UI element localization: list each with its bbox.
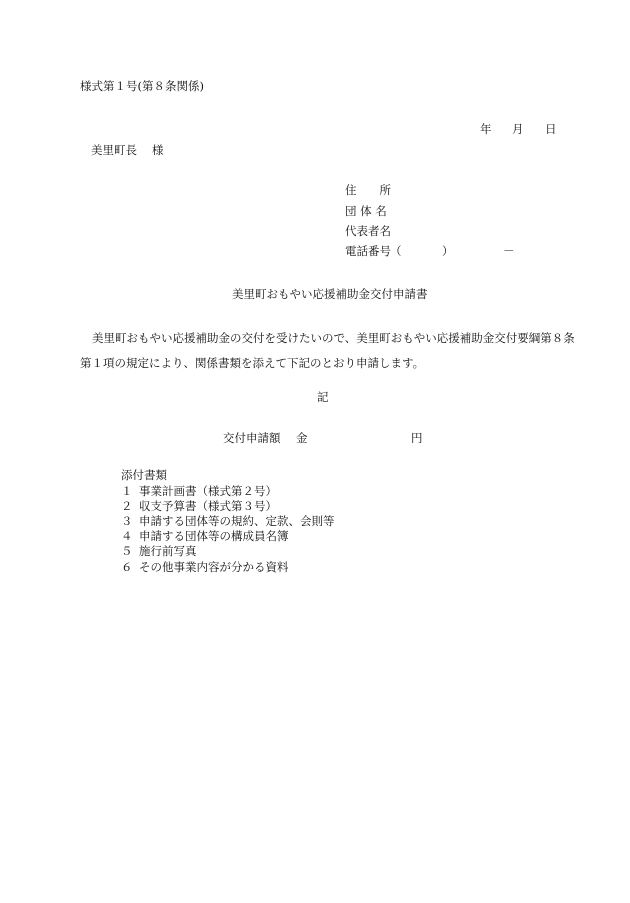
form-label: 様式第１号(第８条関係) [80, 79, 204, 93]
attachment-text: 施行前写真 [139, 544, 197, 558]
phone-open-paren: （ [390, 244, 402, 258]
attachment-item [121, 501, 277, 513]
date-day: 日 [545, 122, 557, 136]
attachment-item [121, 516, 335, 528]
body-paragraph: 美里町おもやい応援補助金の交付を受けたいので、美里町おもやい応援補助金交付要綱第８条第１項の規定により、関係書類を添えて下記のとおり申請します。 [80, 331, 575, 370]
date-year: 年 [480, 122, 492, 136]
amount-unit: 円 [411, 431, 423, 445]
attachment-text: 収支予算書（様式第３号） [139, 499, 277, 513]
attachment-number: ５ [121, 544, 133, 558]
addressee-name: 美里町長 [91, 143, 137, 157]
phone-close-paren: ） [442, 244, 454, 258]
attachment-item [121, 531, 289, 543]
amount-prefix: 金 [296, 431, 308, 445]
attachment-number: ３ [121, 514, 133, 528]
attachments-heading: 添付書類 [121, 468, 167, 482]
phone-label: 電話番号 [345, 244, 391, 258]
attachment-number: １ [121, 484, 133, 498]
attachment-text: 事業計画書（様式第２号） [139, 484, 277, 498]
attachment-text: その他事業内容が分かる資料 [139, 560, 289, 574]
attachment-text: 申請する団体等の構成員名簿 [139, 529, 289, 543]
attachment-number: ６ [121, 560, 133, 574]
attachment-text: 申請する団体等の規約、定款、会則等 [139, 514, 335, 528]
attachment-item [121, 562, 289, 574]
representative-label: 代表者名 [345, 224, 391, 238]
amount-label: 交付申請額 [223, 431, 281, 445]
date-month: 月 [512, 122, 524, 136]
group-name-label: 団 体 名 [345, 204, 387, 218]
attachment-item [121, 486, 277, 498]
addressee-honorific: 様 [152, 143, 164, 157]
document-title: 美里町おもやい応援補助金交付申請書 [232, 287, 428, 301]
address-label: 住 所 [345, 183, 391, 197]
attachment-number: ４ [121, 529, 133, 543]
phone-dash: － [503, 244, 515, 258]
attachment-item [121, 546, 197, 558]
ki-label: 記 [317, 390, 329, 404]
attachment-number: ２ [121, 499, 133, 513]
